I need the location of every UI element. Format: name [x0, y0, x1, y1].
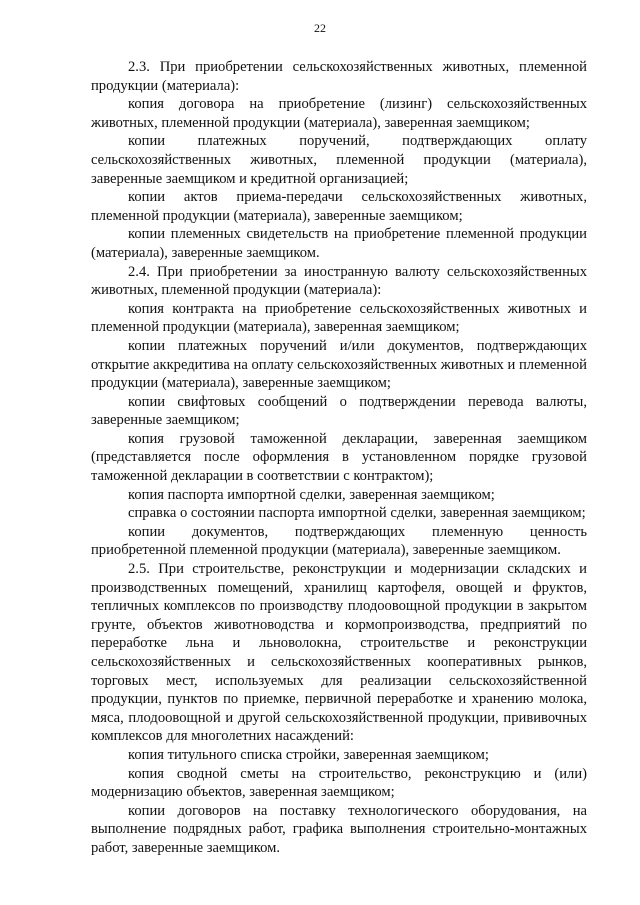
- document-body: [91, 58, 587, 858]
- list-item: копии платежных поручений, подтверждающих оплату сельскохозяйственных животных, племенной продукции (материала), заверенные заемщиком и кредитной организацией;: [91, 133, 587, 187]
- list-item: копии документов, подтверждающих племенную ценность приобретенной племенной продукции (материала), заверенные заемщиком.: [91, 523, 587, 559]
- list-item: копии свифтовых сообщений о подтверждении перевода валюты, заверенные заемщиком;: [91, 393, 587, 429]
- page-number: 22: [314, 21, 326, 35]
- list-item: копия контракта на приобретение сельскохозяйственных животных и племенной продукции (материала), заверенная заемщиком;: [91, 300, 587, 336]
- list-item: справка о состоянии паспорта импортной сделки, заверенная заемщиком;: [128, 505, 586, 522]
- list-item: копия паспорта импортной сделки, заверенная заемщиком;: [128, 486, 495, 503]
- list-item: копия договора на приобретение (лизинг) сельскохозяйственных животных, племенной продукции (материала), заверенная заемщиком;: [91, 96, 587, 131]
- section-heading-2-5: 2.5. При строительстве, реконструкции и модернизации складских и производственных помещений, хранилищ картофеля, овощей и фруктов, тепличных комплексов по производству плодоовощной продукции в закрытом грунте, объектов животноводства и кормопроизводства, предприятий по переработке льна и льноволокна, строительстве и реконструкции сельскохозяйственных и сельскохозяйственных кооперативных рынков, торговых мест, используемых для реализации сельскохозяйственной продукции, пунктов по приемке, первичной переработке и хранению молока, мяса, плодоовощной и другой сельскохозяйственной продукции, прививочных комплексов для многолетних насаждений:: [91, 561, 587, 745]
- list-item: копия грузовой таможенной декларации, заверенная заемщиком (представляется после оформления в установленном порядке грузовой таможенной декларации в соответствии с контрактом);: [91, 430, 587, 485]
- list-item: копия сводной сметы на строительство, реконструкцию и (или) модернизацию объектов, заверенная заемщиком;: [91, 765, 587, 801]
- section-heading-2-3: 2.3. При приобретении сельскохозяйственных животных, племенной продукции (материала):: [91, 59, 587, 94]
- list-item: копии племенных свидетельств на приобретение племенной продукции (материала), заверенные заемщиком.: [91, 226, 587, 261]
- list-item: копия титульного списка стройки, заверенная заемщиком;: [128, 746, 489, 763]
- list-item: копии договоров на поставку технологического оборудования, на выполнение подрядных работ, графика выполнения строительно-монтажных работ, заверенные заемщиком.: [91, 802, 587, 856]
- list-item: копии актов приема-передачи сельскохозяйственных животных, племенной продукции (материала), заверенные заемщиком;: [91, 189, 587, 224]
- list-item: копии платежных поручений и/или документов, подтверждающих открытие аккредитива на оплату сельскохозяйственных животных и племенной продукции (материала), заверенные заемщиком;: [91, 337, 587, 392]
- section-heading-2-4: 2.4. При приобретении за иностранную валюту сельскохозяйственных животных, племенной продукции (материала):: [91, 263, 587, 299]
